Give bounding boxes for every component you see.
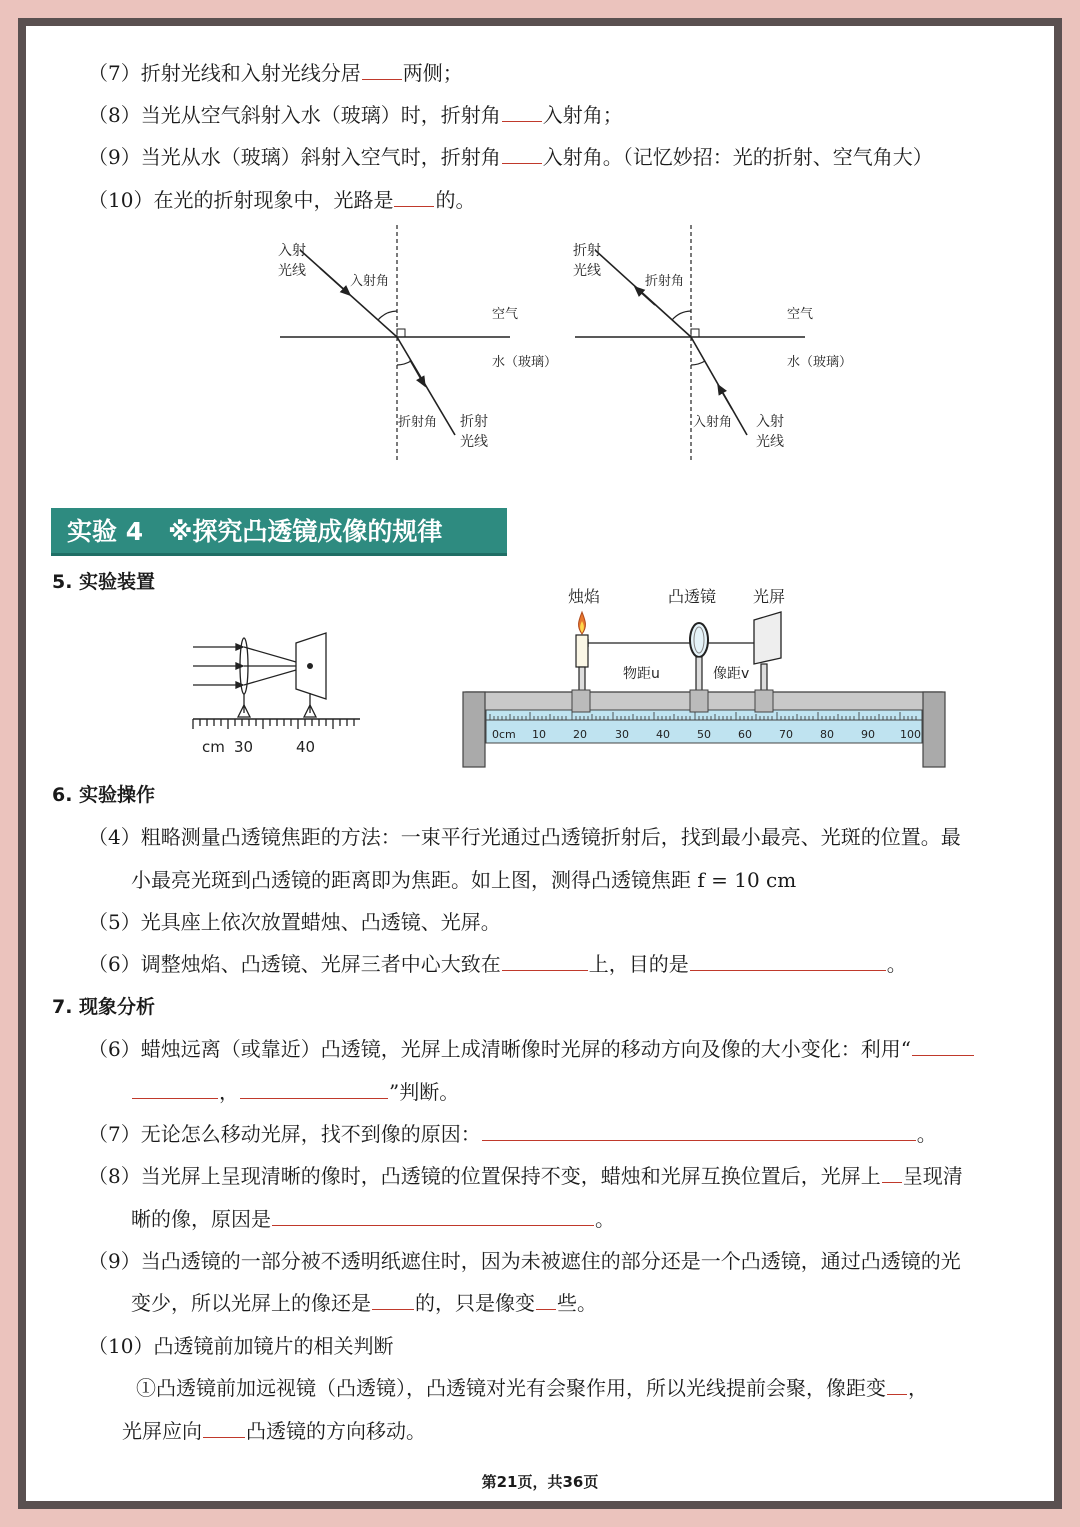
analysis-item-10-sub1-cont: 光屏应向 凸透镜的方向移动。 <box>122 1419 426 1443</box>
scale-label: 10 <box>532 728 546 741</box>
item-10: （10）在光的折射现象中，光路是 的。 <box>88 188 476 212</box>
scale-label: 0cm <box>492 728 516 741</box>
analysis-item-9: （9）当凸透镜的一部分被不透明纸遮住时，因为未被遮住的部分还是一个凸透镜，通过凸透镜的光 <box>88 1249 961 1273</box>
label-incident-ray: 光线 <box>756 434 784 450</box>
label-air: 空气 <box>492 307 519 322</box>
op-item-4-cont: 小最亮光斑到凸透镜的距离即为焦距。如上图，测得凸透镜焦距 f = 10 cm <box>131 868 797 892</box>
answer-blank[interactable] <box>362 59 402 80</box>
item-7: （7）折射光线和入射光线分居 两侧； <box>88 61 463 85</box>
label-incident-ray: 入射 <box>756 414 784 430</box>
scale-tick: 40 <box>296 738 316 756</box>
label-refract-angle: 折射角 <box>645 274 685 289</box>
focal-length-apparatus <box>188 625 368 760</box>
label-air: 空气 <box>787 307 814 322</box>
analysis-item-6: （6）蜡烛远离（或靠近）凸透镜，光屏上成清晰像时光屏的移动方向及像的大小变化：利用“ <box>88 1034 975 1064</box>
analysis-item-10-sub1: ①凸透镜前加远视镜（凸透镜），凸透镜对光有会聚作用，所以光线提前会聚，像距变 ， <box>136 1376 928 1400</box>
answer-blank[interactable] <box>272 1205 594 1226</box>
refraction-diagrams <box>260 220 880 465</box>
label-refracted-ray: 光线 <box>573 263 601 279</box>
label-incident-ray: 光线 <box>278 263 306 279</box>
scale-label: 50 <box>697 728 711 741</box>
scale-label: 40 <box>656 728 670 741</box>
section-6-title: 6. 实验操作 <box>52 784 156 806</box>
optical-bench <box>458 580 950 775</box>
answer-blank[interactable] <box>502 950 588 971</box>
answer-blank[interactable] <box>536 1289 556 1310</box>
item-9: （9）当光从水（玻璃）斜射入空气时，折射角 入射角。（记忆妙招：光的折射、空气角大） <box>88 145 933 169</box>
answer-blank[interactable] <box>690 950 886 971</box>
analysis-item-9-cont: 变少，所以光屏上的像还是 的，只是像变 些。 <box>131 1291 597 1315</box>
op-item-6: （6）调整烛焰、凸透镜、光屏三者中心大致在 上，目的是 。 <box>88 952 907 976</box>
label-water: 水（玻璃） <box>492 355 558 370</box>
answer-blank[interactable] <box>502 101 542 122</box>
label-incident-angle: 入射角 <box>693 415 733 430</box>
answer-blank[interactable] <box>912 1035 974 1056</box>
scale-label: 80 <box>820 728 834 741</box>
label-flame: 烛焰 <box>568 587 601 606</box>
label-refracted-ray: 光线 <box>460 434 488 450</box>
section-5-title: 5. 实验装置 <box>52 571 156 593</box>
label-refracted-ray: 折射 <box>460 414 488 430</box>
scale-label: 20 <box>573 728 587 741</box>
label-incident-angle: 入射角 <box>350 274 390 289</box>
experiment-banner: 实验 4 ※探究凸透镜成像的规律 <box>51 508 507 556</box>
analysis-item-8: （8）当光屏上呈现清晰的像时，凸透镜的位置保持不变，蜡烛和光屏互换位置后，光屏上 呈现清 <box>88 1164 963 1188</box>
label-refracted-ray: 折射 <box>573 243 601 259</box>
convex-lens-icon <box>690 623 708 692</box>
label-lens: 凸透镜 <box>668 587 717 606</box>
analysis-item-6-cont: ， ”判断。 <box>131 1077 459 1107</box>
label-screen: 光屏 <box>753 587 786 606</box>
answer-blank[interactable] <box>372 1289 414 1310</box>
scale-unit: cm <box>202 738 225 756</box>
label-object-distance: 物距u <box>623 666 660 682</box>
analysis-item-8-cont: 晰的像，原因是 。 <box>131 1207 615 1231</box>
analysis-item-7: （7）无论怎么移动光屏，找不到像的原因： 。 <box>88 1122 937 1146</box>
scale-label: 70 <box>779 728 793 741</box>
section-7-title: 7. 现象分析 <box>52 996 156 1018</box>
label-water: 水（玻璃） <box>787 355 853 370</box>
op-item-5: （5）光具座上依次放置蜡烛、凸透镜、光屏。 <box>88 910 501 934</box>
op-item-4: （4）粗略测量凸透镜焦距的方法：一束平行光通过凸透镜折射后，找到最小最亮、光斑的位置。最 <box>88 825 961 849</box>
scale-label: 30 <box>615 728 629 741</box>
answer-blank[interactable] <box>882 1162 902 1183</box>
candle-icon <box>576 612 588 692</box>
answer-blank[interactable] <box>887 1374 907 1395</box>
scale-label: 100 <box>900 728 921 741</box>
answer-blank[interactable] <box>394 186 434 207</box>
answer-blank[interactable] <box>502 143 542 164</box>
scale-label: 90 <box>861 728 875 741</box>
scale-label: 60 <box>738 728 752 741</box>
answer-blank[interactable] <box>240 1078 388 1099</box>
label-refract-angle: 折射角 <box>398 415 438 430</box>
answer-blank[interactable] <box>482 1120 916 1141</box>
label-incident-ray: 入射 <box>278 243 306 259</box>
analysis-item-10: （10）凸透镜前加镜片的相关判断 <box>88 1334 394 1358</box>
light-screen-icon <box>754 612 781 692</box>
answer-blank[interactable] <box>203 1417 245 1438</box>
item-8: （8）当光从空气斜射入水（玻璃）时，折射角 入射角； <box>88 103 623 127</box>
label-image-distance: 像距v <box>713 666 750 682</box>
scale-tick: 30 <box>234 738 254 756</box>
page-footer: 第21页，共36页 <box>481 1473 599 1491</box>
answer-blank[interactable] <box>132 1078 218 1099</box>
